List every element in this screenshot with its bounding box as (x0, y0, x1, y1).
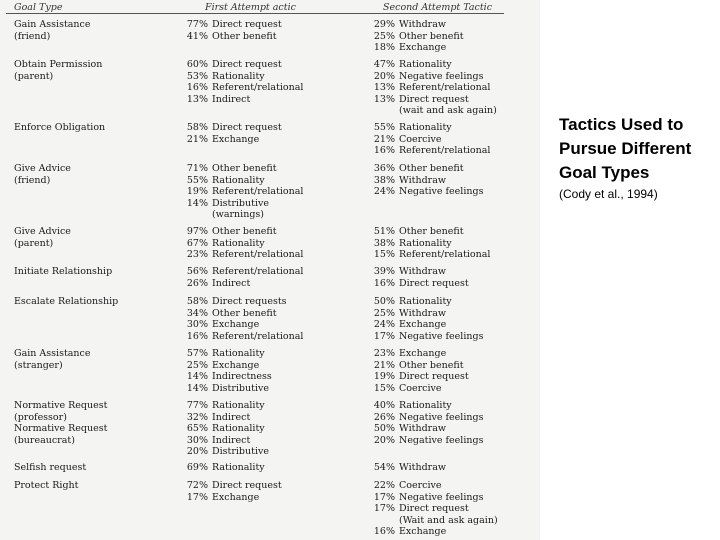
tactic-label: (Wait and ask again) (399, 514, 498, 526)
tactic-line (365, 371, 469, 383)
tactic-label: Negative feelings (399, 411, 484, 423)
tactic-line (178, 134, 282, 146)
tactic-percent: 60% (186, 59, 208, 70)
tactic-percent: 19% (373, 371, 395, 382)
tactic-percent: 77% (186, 19, 208, 30)
tactic-label: Other benefit (399, 359, 464, 371)
tactic-line (365, 94, 497, 106)
tactic-label: Withdraw (399, 266, 446, 277)
first-attempt-cell (178, 122, 282, 145)
tactic-line (178, 423, 269, 435)
tactic-line (365, 360, 469, 372)
second-attempt-cell (365, 480, 498, 538)
tactic-percent: 17% (373, 491, 395, 503)
tactic-label: Coercive (399, 480, 442, 491)
tactic-percent: 14% (186, 371, 208, 382)
second-attempt-cell (365, 19, 464, 54)
tactic-line (365, 175, 483, 187)
tactic-percent: 40% (373, 400, 395, 411)
tactic-label: Referent/relational (212, 186, 304, 197)
tactic-percent: 77% (186, 400, 208, 411)
tactic-label: Direct request (212, 480, 282, 491)
goal-type-cell: Obtain Permission (parent) (14, 59, 103, 82)
tactic-label: Other benefit (212, 307, 277, 319)
second-attempt-cell (365, 226, 490, 261)
tactic-line (365, 238, 490, 250)
tactic-percent: 20% (186, 446, 208, 457)
tactic-percent: 17% (373, 503, 395, 514)
tactic-percent: 72% (186, 480, 208, 491)
tactic-label: Direct request (212, 59, 282, 70)
second-attempt-cell (365, 122, 490, 157)
first-attempt-cell (178, 348, 272, 394)
header-rule (6, 13, 504, 14)
tactic-percent: 51% (373, 226, 395, 237)
tactic-label: Indirect (212, 277, 251, 289)
tactic-label: Distributive (212, 382, 269, 394)
goal-type-cell: Escalate Relationship (14, 296, 119, 307)
second-attempt-cell (365, 462, 446, 474)
tactic-percent: 97% (186, 226, 208, 237)
tactic-label: Negative feelings (399, 434, 484, 446)
tactic-label: Other benefit (399, 163, 464, 174)
tactic-label: Negative feelings (399, 70, 484, 82)
tactic-label: Coercive (399, 133, 442, 145)
tactic-label: Other benefit (212, 226, 277, 237)
tactic-percent: 15% (373, 249, 395, 260)
tactic-line (178, 198, 303, 210)
tactic-line (178, 238, 303, 250)
tactic-label: Referent/relational (212, 266, 304, 277)
tactic-label: Rationality (212, 423, 265, 434)
tactic-label: Exchange (399, 42, 447, 53)
tactic-percent: 57% (186, 348, 208, 359)
tactic-percent: 56% (186, 266, 208, 277)
tactic-percent: 34% (186, 307, 208, 319)
tactic-label: Referent/relational (399, 145, 491, 156)
tactic-line (178, 462, 265, 474)
tactic-line (365, 186, 483, 198)
first-attempt-cell (178, 59, 303, 105)
tactic-percent: 55% (373, 122, 395, 133)
tactic-line (365, 226, 490, 238)
tactic-label: Exchange (399, 348, 447, 359)
tactic-line (365, 122, 490, 134)
tactic-label: Referent/relational (212, 82, 304, 93)
tactic-label: Indirect (212, 434, 251, 446)
tactic-line (365, 383, 469, 395)
tactic-label: Rationality (212, 400, 265, 411)
tactic-label: Direct request (212, 122, 282, 133)
tactic-line (365, 105, 497, 117)
goal-type-cell: Gain Assistance (friend) (14, 19, 91, 42)
tactic-percent: 18% (373, 42, 395, 53)
first-attempt-cell (178, 480, 282, 503)
tactic-line (178, 492, 282, 504)
tactic-line (365, 134, 490, 146)
tactic-percent: 13% (373, 93, 395, 105)
tactic-label: Exchange (212, 133, 260, 145)
tactic-label: Direct request (399, 503, 469, 514)
tactic-percent: 20% (373, 70, 395, 82)
tactic-percent: 17% (186, 491, 208, 503)
tactic-percent: 41% (186, 30, 208, 42)
tactic-percent: 58% (186, 122, 208, 133)
tactic-percent: 39% (373, 266, 395, 277)
tactic-line (365, 526, 498, 538)
tactic-label: Direct request (399, 277, 469, 289)
tactic-line (178, 348, 272, 360)
tactic-percent: 21% (373, 133, 395, 145)
tactic-label: Indirect (212, 411, 251, 423)
tactic-percent: 17% (373, 330, 395, 342)
first-attempt-cell (178, 226, 303, 261)
first-attempt-cell (178, 19, 282, 42)
tactic-label: Referent/relational (212, 330, 304, 342)
tactic-label: Withdraw (399, 19, 446, 30)
tactic-percent: 55% (186, 174, 208, 186)
tactic-percent: 47% (373, 59, 395, 70)
tactic-percent: 30% (186, 434, 208, 446)
tactic-line (365, 163, 483, 175)
tactic-label: Exchange (212, 319, 260, 330)
tactic-line (178, 209, 303, 221)
second-attempt-cell (365, 59, 497, 117)
tactic-label: Referent/relational (399, 249, 491, 260)
tactic-line (178, 163, 303, 175)
tactic-percent: 30% (186, 319, 208, 330)
tactic-line (365, 296, 483, 308)
header-goal-type: Goal Type (14, 2, 63, 13)
tactic-percent: 16% (186, 330, 208, 342)
tactic-line (178, 383, 272, 395)
tactic-line (178, 371, 272, 383)
tactic-percent: 13% (373, 82, 395, 93)
tactic-percent: 25% (373, 30, 395, 42)
header-first-attempt: First Attempt actic (205, 2, 296, 13)
tactic-label: Exchange (212, 491, 260, 503)
tactic-percent: 32% (186, 411, 208, 423)
goal-type-cell: Selfish request (14, 462, 87, 473)
goal-type-cell: Enforce Obligation (14, 122, 106, 133)
tactic-line (178, 308, 303, 320)
tactic-percent: 38% (373, 237, 395, 249)
tactic-percent: 69% (186, 462, 208, 473)
tactic-label: Negative feelings (399, 491, 484, 503)
tactic-line (365, 331, 483, 343)
goal-type-cell: Protect Right (14, 480, 79, 491)
tactic-line (178, 331, 303, 343)
tactic-line (365, 278, 469, 290)
tactic-line (178, 446, 269, 458)
tactic-line (178, 175, 303, 187)
tactic-label: Rationality (399, 400, 452, 411)
second-attempt-cell (365, 266, 469, 289)
second-attempt-cell (365, 296, 483, 342)
tactic-line (178, 122, 282, 134)
header-second-attempt: Second Attempt Tactic (383, 2, 493, 13)
tactic-percent: 23% (186, 249, 208, 260)
tactic-percent: 16% (373, 526, 395, 537)
tactic-line (178, 186, 303, 198)
tactic-line (178, 31, 282, 43)
tactic-label: (wait and ask again) (399, 105, 497, 116)
tactic-label: Direct request (399, 371, 469, 382)
tactic-line (178, 319, 303, 331)
tactic-label: Exchange (399, 526, 447, 537)
tactic-line (365, 266, 469, 278)
tactic-line (365, 42, 464, 54)
tactic-percent: 24% (373, 319, 395, 330)
tactic-label: Distributive (212, 446, 269, 457)
tactic-label: Other benefit (212, 163, 277, 174)
tactic-line (365, 319, 483, 331)
tactic-percent: 22% (373, 480, 395, 491)
tactic-line (365, 435, 483, 447)
tactic-percent: 71% (186, 163, 208, 174)
tactic-line (178, 412, 269, 424)
tactic-label: Direct request (399, 93, 469, 105)
tactic-label: Direct request (212, 19, 282, 30)
tactic-percent: 13% (186, 93, 208, 105)
tactic-percent: 16% (373, 145, 395, 156)
tactic-label: Direct requests (212, 296, 287, 307)
tactic-line (365, 503, 498, 515)
tactic-percent: 16% (373, 277, 395, 289)
tactic-label: Referent/relational (399, 82, 491, 93)
first-attempt-cell (178, 296, 303, 342)
second-attempt-cell (365, 348, 469, 394)
first-attempt-cell (178, 400, 269, 458)
tactic-label: (warnings) (212, 209, 264, 220)
goal-type-cell: Give Advice (friend) (14, 163, 71, 186)
tactic-label: Withdraw (399, 423, 446, 434)
tactic-line (178, 226, 303, 238)
tactic-percent: 29% (373, 19, 395, 30)
second-attempt-cell (365, 400, 483, 446)
tactic-percent: 14% (186, 382, 208, 394)
goal-type-cell: Normative Request (professor) Normative Request (bureaucrat) (14, 400, 108, 446)
tactic-percent: 20% (373, 434, 395, 446)
tactic-line (178, 82, 303, 94)
tactic-label: Rationality (399, 237, 452, 249)
tactic-label: Rationality (212, 462, 265, 473)
tactic-label: Rationality (399, 296, 452, 307)
tactic-percent: 67% (186, 237, 208, 249)
tactic-percent: 21% (186, 133, 208, 145)
tactic-label: Other benefit (212, 30, 277, 42)
first-attempt-cell (178, 266, 303, 289)
tactic-line (365, 71, 497, 83)
tactic-percent: 53% (186, 70, 208, 82)
tactic-label: Referent/relational (212, 249, 304, 260)
tactic-label: Rationality (212, 70, 265, 82)
tactic-percent: 65% (186, 423, 208, 434)
tactic-line (365, 348, 469, 360)
tactic-line (365, 480, 498, 492)
tactic-label: Other benefit (399, 226, 464, 237)
first-attempt-cell (178, 462, 265, 474)
tactic-label: Rationality (212, 348, 265, 359)
tactic-label: Withdraw (399, 307, 446, 319)
tactic-line (178, 19, 282, 31)
tactic-percent: 54% (373, 462, 395, 473)
tactic-line (365, 308, 483, 320)
tactic-label: Other benefit (399, 30, 464, 42)
slide-title: Tactics Used to Pursue Different Goal Types (559, 115, 692, 182)
first-attempt-cell (178, 163, 303, 221)
tactic-label: Withdraw (399, 462, 446, 473)
tactic-label: Exchange (212, 359, 260, 371)
goal-type-cell: Gain Assistance (stranger) (14, 348, 91, 371)
tactic-line (178, 94, 303, 106)
tactic-line (178, 59, 303, 71)
tactic-label: Rationality (212, 174, 265, 186)
tactic-percent: 21% (373, 359, 395, 371)
tactic-percent: 50% (373, 423, 395, 434)
tactic-percent: 25% (186, 359, 208, 371)
tactic-line (178, 266, 303, 278)
tactic-line (365, 19, 464, 31)
tactic-percent: 26% (186, 277, 208, 289)
tactic-line (365, 59, 497, 71)
tactic-line (365, 145, 490, 157)
tactic-label: Distributive (212, 197, 269, 209)
tactic-line (178, 400, 269, 412)
tactic-line (365, 492, 498, 504)
tactic-line (178, 296, 303, 308)
tactic-line (365, 423, 483, 435)
citation: (Cody et al., 1994) (559, 187, 658, 201)
tactic-percent: 26% (373, 411, 395, 423)
tactic-percent: 16% (186, 82, 208, 93)
tactic-percent: 25% (373, 307, 395, 319)
tactic-label: Coercive (399, 382, 442, 394)
tactic-percent: 19% (186, 186, 208, 197)
tactic-line (365, 515, 498, 527)
goal-type-cell: Give Advice (parent) (14, 226, 71, 249)
tactic-label: Withdraw (399, 174, 446, 186)
tactic-label: Negative feelings (399, 186, 484, 197)
tactic-percent: 38% (373, 174, 395, 186)
tactic-line (178, 71, 303, 83)
tactic-label: Indirect (212, 93, 251, 105)
tactic-label: Indirectness (212, 371, 272, 382)
goal-type-cell: Initiate Relationship (14, 266, 113, 277)
tactic-line (178, 360, 272, 372)
second-attempt-cell (365, 163, 483, 198)
tactic-line (178, 249, 303, 261)
tactic-line (365, 400, 483, 412)
tactic-percent: 14% (186, 197, 208, 209)
tactic-percent: 15% (373, 382, 395, 394)
tactic-label: Rationality (212, 237, 265, 249)
tactic-percent: 24% (373, 186, 395, 197)
tactic-percent: 36% (373, 163, 395, 174)
tactic-line (365, 462, 446, 474)
slide-caption (559, 113, 719, 201)
tactic-line (365, 31, 464, 43)
tactic-line (178, 480, 282, 492)
tactic-line (178, 278, 303, 290)
tactic-percent: 23% (373, 348, 395, 359)
tactic-label: Rationality (399, 59, 452, 70)
tactic-label: Rationality (399, 122, 452, 133)
tactic-line (365, 82, 497, 94)
tactic-line (365, 412, 483, 424)
tactic-line (365, 249, 490, 261)
tactic-label: Exchange (399, 319, 447, 330)
tactic-percent: 58% (186, 296, 208, 307)
tactic-label: Negative feelings (399, 330, 484, 342)
tactic-line (178, 435, 269, 447)
tactic-percent: 50% (373, 296, 395, 307)
